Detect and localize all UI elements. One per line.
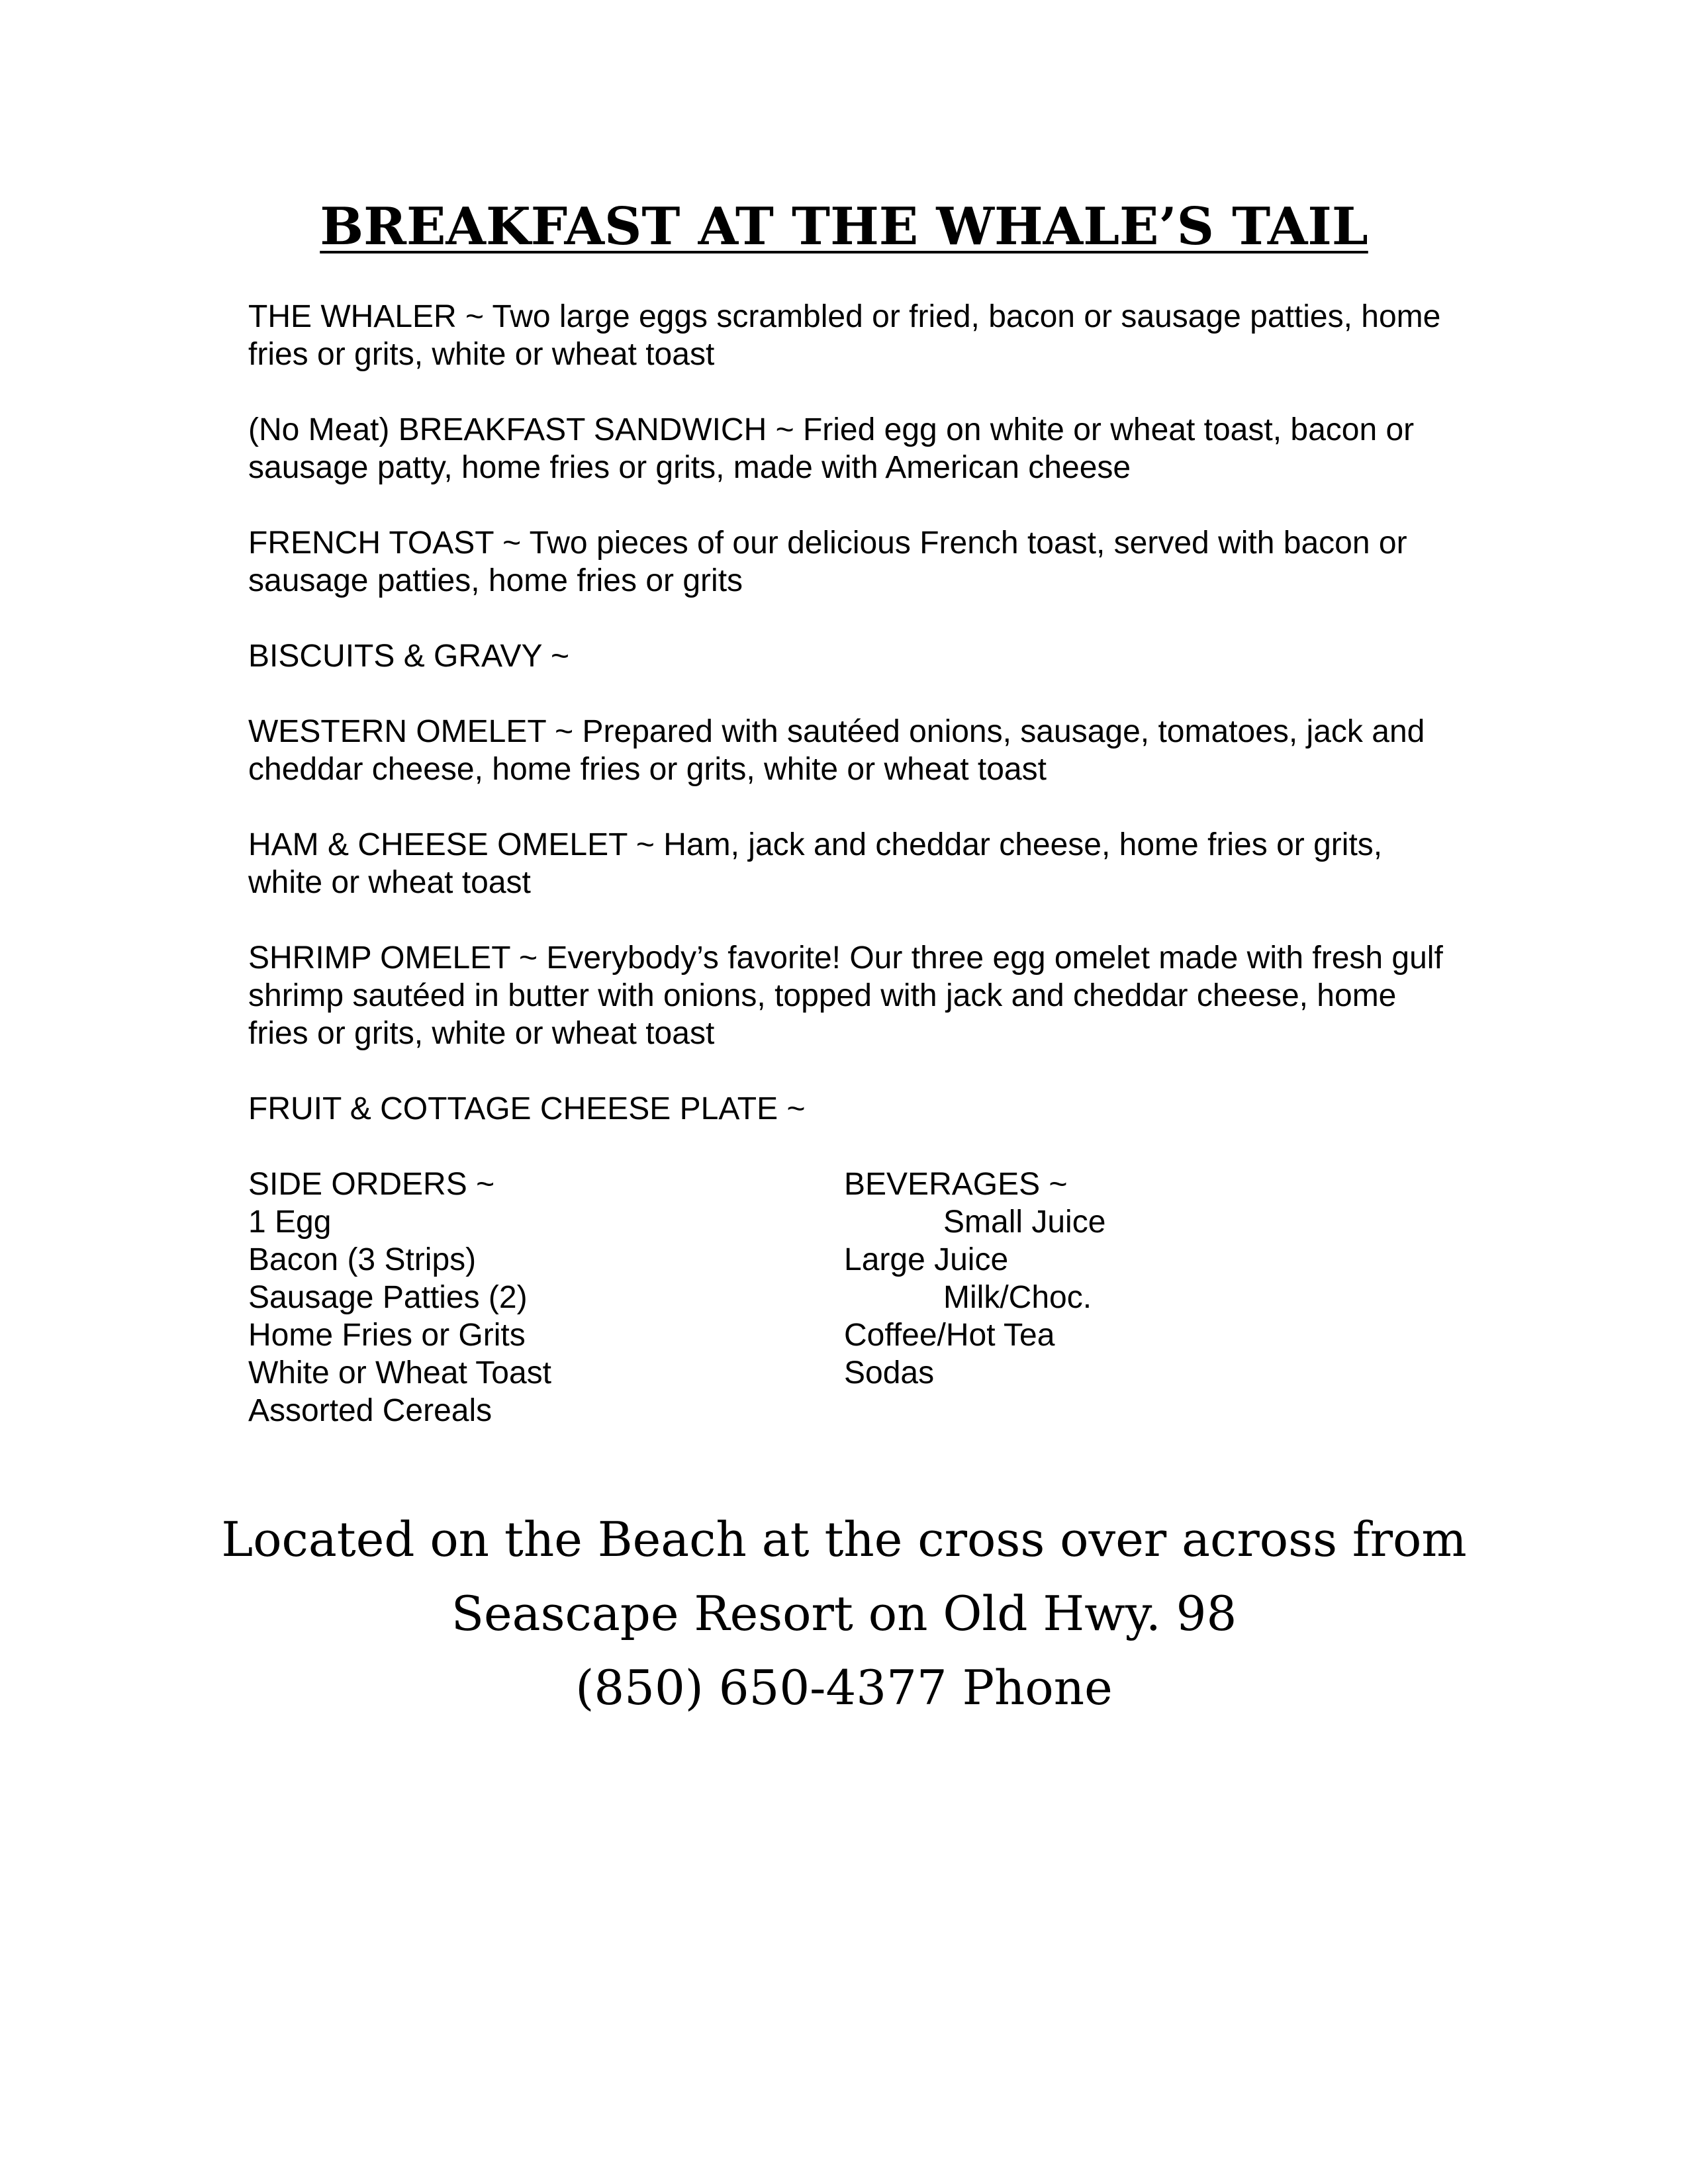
- beverage-item: Coffee/Hot Tea: [844, 1318, 1055, 1353]
- beverage-item: Small Juice: [943, 1205, 1106, 1240]
- footer-phone-line: (850) 650-4377 Phone: [575, 1660, 1113, 1715]
- footer-location-line: Located on the Beach at the cross over across from: [221, 1512, 1467, 1567]
- beverage-item: Large Juice: [844, 1242, 1009, 1277]
- side-order-item: Sausage Patties (2): [248, 1280, 528, 1315]
- side-order-item: Assorted Cereals: [248, 1393, 492, 1428]
- menu-item-biscuits-gravy: BISCUITS & GRAVY ~: [248, 639, 570, 674]
- menu-item-french-toast: FRENCH TOAST ~ Two pieces of our delicious French toast, served with bacon or sausage patties, home fries or grits: [248, 525, 1407, 598]
- page-title: [0, 199, 1688, 255]
- beverages-heading: BEVERAGES ~: [844, 1167, 1068, 1202]
- menu-item-ham-cheese-omelet: HAM & CHEESE OMELET ~ Ham, jack and cheddar cheese, home fries or grits, white or wheat toast: [248, 827, 1383, 900]
- menu-item-western-omelet: WESTERN OMELET ~ Prepared with sautéed onions, sausage, tomatoes, jack and cheddar cheese, home fries or grits, white or wheat toast: [248, 714, 1425, 787]
- menu-list: [248, 298, 1453, 1430]
- menu-item-fruit-cottage-plate: FRUIT & COTTAGE CHEESE PLATE ~: [248, 1091, 806, 1126]
- side-order-item: White or Wheat Toast: [248, 1355, 551, 1390]
- side-orders-heading: SIDE ORDERS ~: [248, 1167, 495, 1202]
- location-footer: [0, 1502, 1688, 1725]
- menu-item-shrimp-omelet: SHRIMP OMELET ~ Everybody’s favorite! Our three egg omelet made with fresh gulf shrimp sautéed in butter with onions, topped with jack and cheddar cheese, home fries or grits, white or wheat toast: [248, 940, 1443, 1051]
- menu-item-breakfast-sandwich: (No Meat) BREAKFAST SANDWICH ~ Fried egg on white or wheat toast, bacon or sausage patty, home fries or grits, made with American cheese: [248, 412, 1415, 485]
- side-orders-column: [248, 1165, 551, 1430]
- menu-item-whaler: THE WHALER ~ Two large eggs scrambled or fried, bacon or sausage patties, home fries or grits, white or wheat toast: [248, 299, 1441, 372]
- beverage-item: Milk/Choc.: [943, 1280, 1092, 1315]
- beverages-column: [844, 1165, 1105, 1392]
- side-order-item: Bacon (3 Strips): [248, 1242, 477, 1277]
- side-order-item: Home Fries or Grits: [248, 1318, 526, 1353]
- beverage-item: Sodas: [844, 1355, 935, 1390]
- page-title-text: BREAKFAST AT THE WHALE’S TAIL: [320, 197, 1368, 257]
- sides-and-beverages: [248, 1165, 1453, 1430]
- side-order-item: 1 Egg: [248, 1205, 332, 1240]
- footer-address-line: Seascape Resort on Old Hwy. 98: [451, 1586, 1237, 1641]
